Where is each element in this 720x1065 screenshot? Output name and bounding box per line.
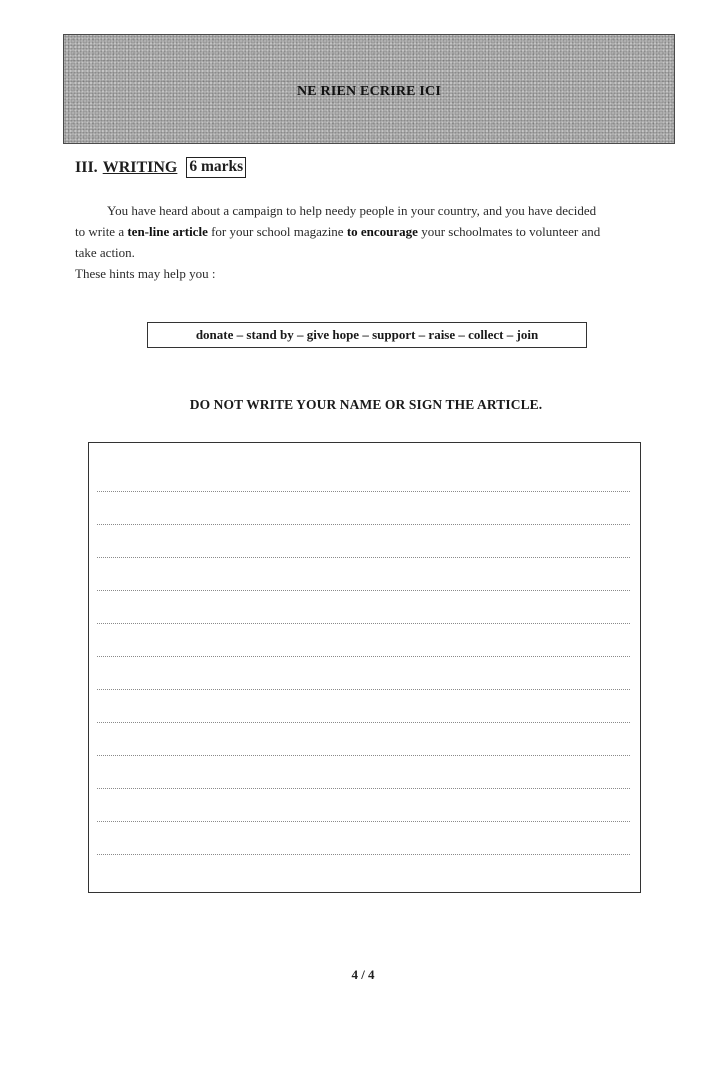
writing-line <box>97 689 630 690</box>
instructions-text: to write a <box>75 224 128 239</box>
writing-line <box>97 788 630 789</box>
answer-writing-area[interactable] <box>88 442 641 893</box>
instructions-text: for your school magazine <box>207 224 347 239</box>
no-writing-zone-banner <box>63 34 675 144</box>
instructions-line-3: take action. <box>75 245 135 260</box>
writing-line <box>97 821 630 822</box>
writing-line <box>97 491 630 492</box>
writing-line <box>97 755 630 756</box>
instructions-text: your schoolmates to volunteer and <box>417 224 601 239</box>
section-title: WRITING <box>102 158 178 176</box>
hints-box: donate – stand by – give hope – support – raise – collect – join <box>147 322 587 348</box>
instructions-line-2 <box>75 221 660 242</box>
marks-badge: 6 marks <box>186 157 246 178</box>
instructions-line-1: You have heard about a campaign to help needy people in your country, and you have decided <box>107 203 597 218</box>
instructions-paragraph <box>75 200 660 284</box>
writing-line <box>97 656 630 657</box>
instructions-emphasis-article: ten-line article <box>127 224 208 239</box>
writing-line <box>97 722 630 723</box>
page-number: 4 / 4 <box>351 967 375 982</box>
writing-line <box>97 524 630 525</box>
warning-notice: DO NOT WRITE YOUR NAME OR SIGN THE ARTICLE. <box>189 397 543 412</box>
instructions-emphasis-encourage: to encourage <box>346 224 418 239</box>
writing-line <box>97 854 630 855</box>
hints-intro: These hints may help you : <box>75 266 216 281</box>
banner-text: NE RIEN ECRIRE ICI <box>296 84 442 99</box>
section-number: III. <box>75 158 98 176</box>
section-heading <box>75 157 246 178</box>
writing-line <box>97 557 630 558</box>
writing-line <box>97 623 630 624</box>
writing-line <box>97 590 630 591</box>
